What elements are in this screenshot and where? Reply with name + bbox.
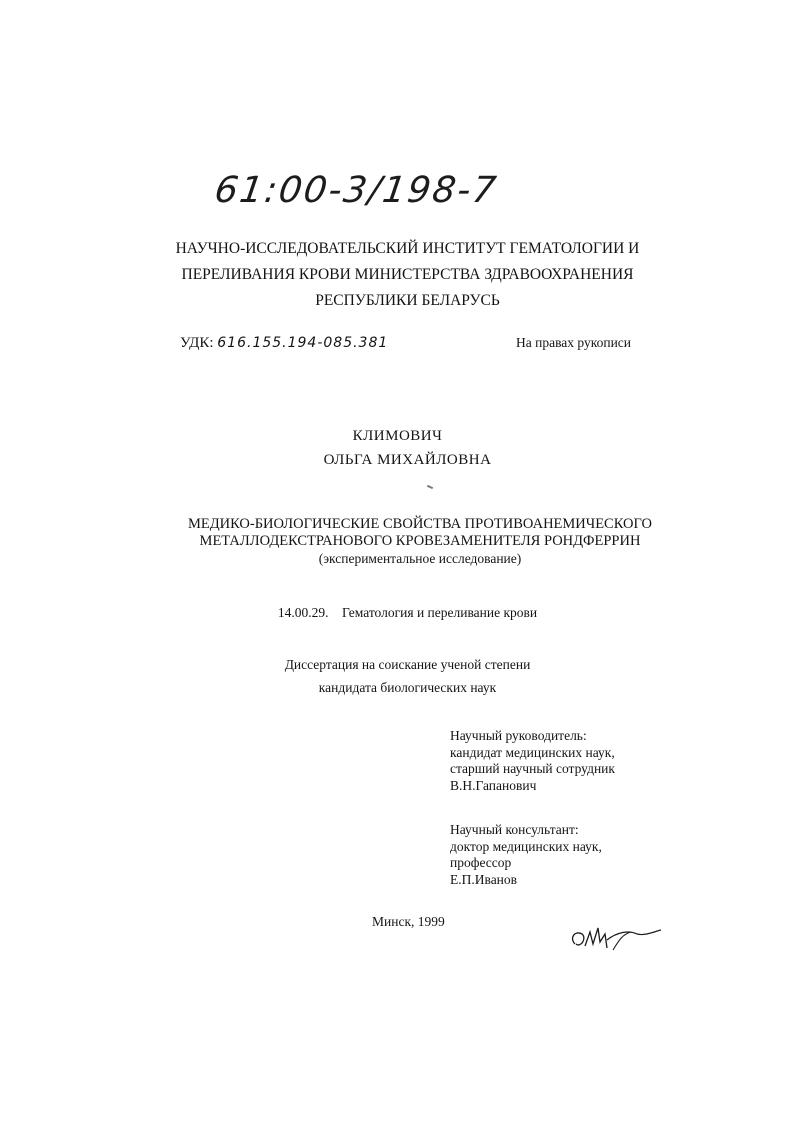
scan-speck [427, 485, 433, 489]
advisor-role: Научный руководитель: [450, 728, 587, 743]
manuscript-rights: На правах рукописи [516, 335, 632, 350]
advisor-position: старший научный сотрудник [450, 761, 615, 776]
scientific-consultant [450, 822, 602, 888]
author-given-names: ОЛЬГА МИХАЙЛОВНА [323, 452, 492, 468]
degree-line-2: кандидата биологических наук [318, 680, 497, 695]
advisor-name: В.Н.Гапанович [450, 777, 537, 793]
udk-code: 616.155.194-085.381 [217, 335, 389, 351]
degree-statement [0, 653, 795, 699]
scientific-advisor [450, 728, 615, 794]
consultant-degree: доктор медицинских наук, [450, 838, 602, 854]
institute-line-2: ПЕРЕЛИВАНИЯ КРОВИ МИНИСТЕРСТВА ЗДРАВООХРАНЕНИЯ [181, 266, 634, 283]
specialty-code: 14.00.29. [277, 605, 329, 620]
thesis-title [180, 516, 660, 550]
author-surname: КЛИМОВИЧ [352, 428, 443, 444]
thesis-title-line-1: МЕДИКО-БИОЛОГИЧЕСКИЕ СВОЙСТВА ПРОТИВОАНЕМИЧЕСКОГО [188, 516, 652, 532]
udk-classification [180, 335, 388, 352]
handwritten-archive-number: 61:00-3/198-7 [212, 170, 501, 211]
advisor-degree: кандидат медицинских наук, [450, 744, 615, 760]
udk-label: УДК: [180, 335, 214, 351]
thesis-subtitle: (экспериментальное исследование) [318, 551, 522, 566]
degree-line-1: Диссертация на соискание ученой степени [284, 657, 531, 672]
institute-name [150, 236, 665, 314]
consultant-name: Е.П.Иванов [450, 871, 518, 887]
specialty [0, 605, 795, 621]
institute-line-3: РЕСПУБЛИКИ БЕЛАРУСЬ [315, 292, 500, 309]
consultant-role: Научный консультант: [450, 822, 579, 837]
thesis-title-line-2: МЕТАЛЛОДЕКСТРАНОВОГО КРОВЕЗАМЕНИТЕЛЯ РОНДФЕРРИН [199, 533, 641, 549]
specialty-name: Гематология и переливание крови [341, 605, 538, 620]
institute-line-1: НАУЧНО-ИССЛЕДОВАТЕЛЬСКИЙ ИНСТИТУТ ГЕМАТОЛОГИИ И [175, 240, 640, 257]
handwritten-signature [565, 910, 665, 960]
place-and-year: Минск, 1999 [372, 914, 445, 929]
consultant-position: профессор [450, 855, 512, 870]
